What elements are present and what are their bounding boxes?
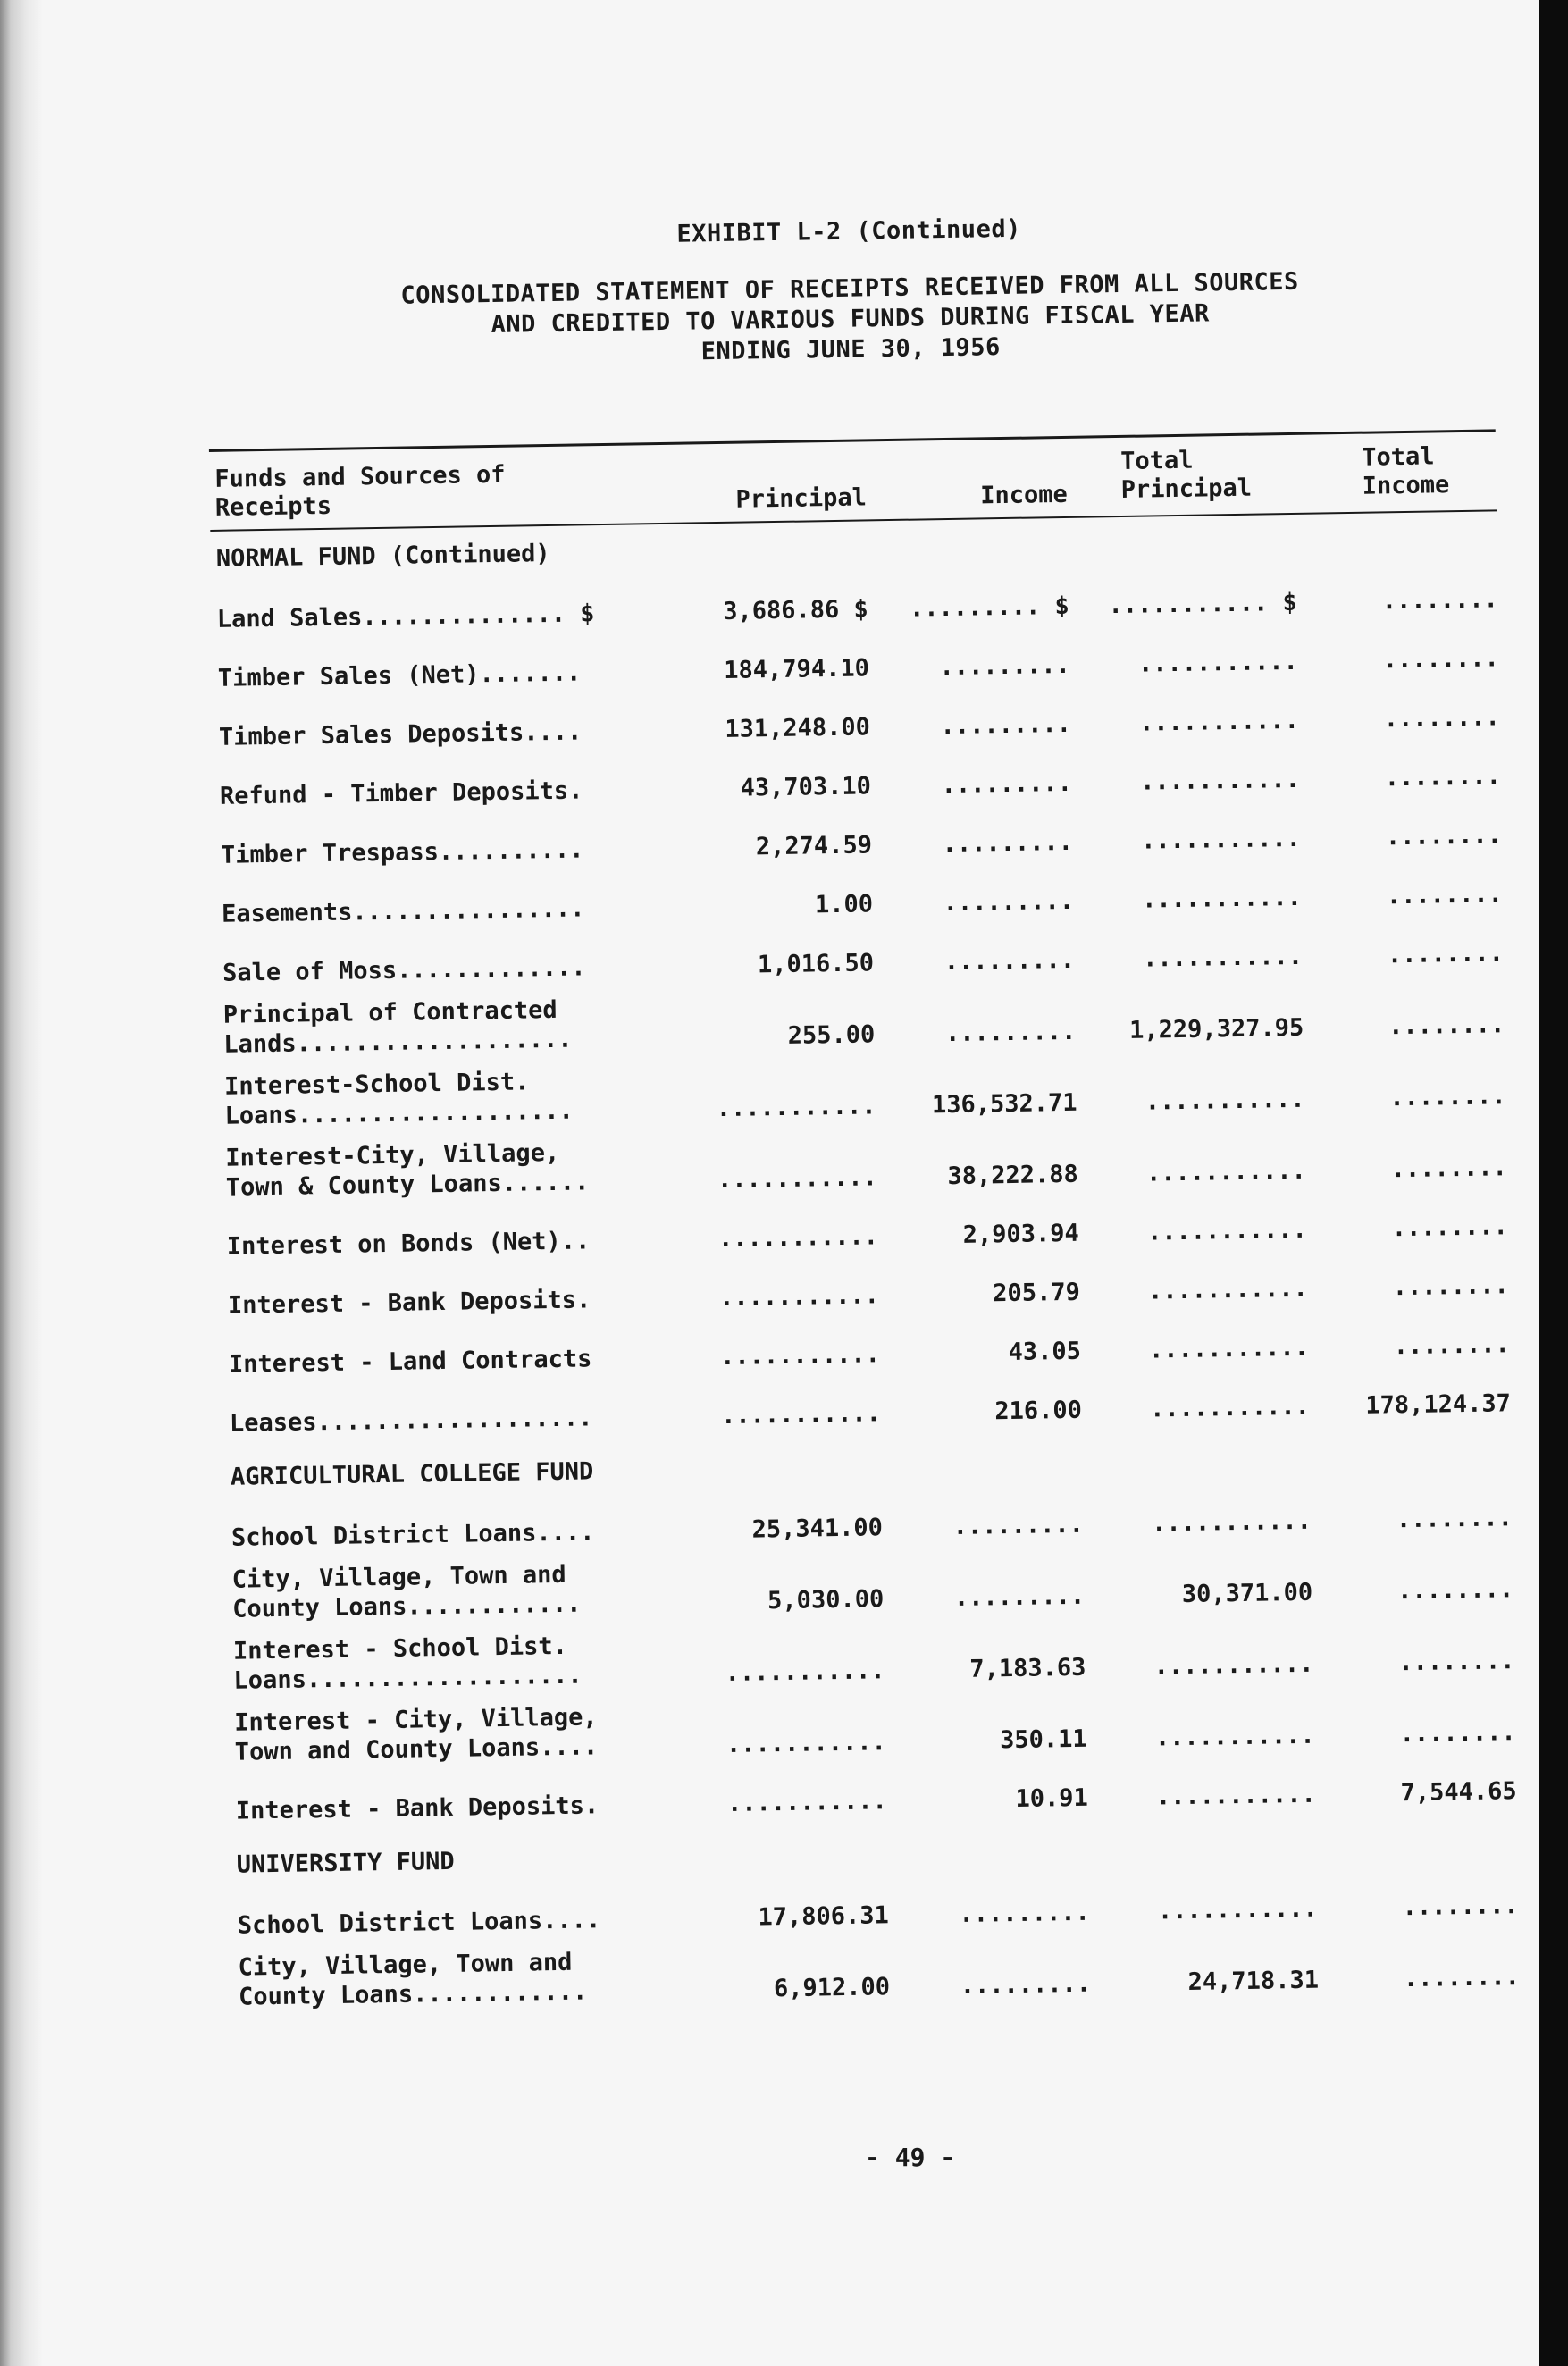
income-cell: ......... xyxy=(953,1582,1086,1613)
table-row xyxy=(218,977,1505,1060)
page-number: - 49 - xyxy=(865,2143,956,2172)
income-cell: ......... xyxy=(944,1017,1077,1048)
income-cell: 7,183.63 xyxy=(969,1653,1086,1683)
page-binding-edge xyxy=(0,0,43,2366)
principal-cell: 255.00 xyxy=(787,1020,876,1050)
total-principal-cell: ........... xyxy=(1157,1894,1318,1926)
principal-cell: 6,912.00 xyxy=(773,1973,891,2003)
total-principal-cell: ........... xyxy=(1145,1085,1305,1116)
column-header-principal: Principal xyxy=(735,483,868,514)
total-income-cell: ........ xyxy=(1389,1082,1506,1112)
principal-cell: ........... xyxy=(720,1399,882,1431)
total-principal-cell: ........... xyxy=(1139,765,1301,796)
section-title: AGRICULTURAL COLLEGE FUND xyxy=(230,1457,594,1491)
row-label: Interest - School Dist. Loans................... xyxy=(232,1632,583,1695)
total-income-cell: ........ xyxy=(1387,939,1505,969)
total-principal-cell: 1,229,327.95 xyxy=(1128,1013,1304,1045)
column-header-income: Income xyxy=(980,480,1069,510)
total-income-cell: ........ xyxy=(1382,644,1499,675)
table-row xyxy=(226,1541,1513,1624)
total-principal-cell: ........... xyxy=(1147,1274,1309,1305)
principal-cell: 184,794.10 xyxy=(724,654,870,684)
row-label: Easements................ xyxy=(221,894,585,928)
income-cell: ......... xyxy=(943,945,1076,977)
total-principal-cell: ........... xyxy=(1138,706,1300,737)
principal-cell: 3,686.86 $ xyxy=(723,595,869,625)
row-label: Interest-School Dist. Loans................... xyxy=(223,1068,574,1130)
income-cell: 350.11 xyxy=(999,1724,1087,1755)
total-income-cell: ........ xyxy=(1383,703,1501,734)
principal-cell: ........... xyxy=(716,1092,876,1123)
income-cell: ......... xyxy=(940,709,1072,741)
total-income-cell: ........ xyxy=(1385,821,1503,852)
total-principal-cell: ........... xyxy=(1151,1506,1312,1538)
total-income-cell: ........ xyxy=(1396,1575,1514,1606)
column-header-total-income-line1: Total xyxy=(1361,442,1435,472)
row-label: Principal of Contracted Lands................... xyxy=(222,995,573,1059)
total-principal-cell: ........... xyxy=(1145,1156,1306,1187)
row-label: Leases................... xyxy=(229,1404,593,1438)
total-principal-cell: ........... xyxy=(1153,1649,1314,1681)
row-label: School District Loans.... xyxy=(231,1518,595,1552)
row-label: School District Loans.... xyxy=(237,1906,601,1940)
principal-cell: ........... xyxy=(718,1281,880,1313)
principal-cell: 43,703.10 xyxy=(740,772,872,802)
total-income-cell: ........ xyxy=(1384,762,1502,793)
total-income-cell: ........ xyxy=(1399,1718,1516,1749)
principal-cell: ........... xyxy=(725,1657,885,1688)
row-label: Sale of Moss............. xyxy=(222,953,586,987)
column-header-total-income-line2: Income xyxy=(1362,471,1450,500)
principal-cell: 5,030.00 xyxy=(767,1585,885,1615)
income-cell: ......... xyxy=(941,768,1073,800)
total-income-cell: ........ xyxy=(1403,1963,1521,1993)
income-cell: 136,532.71 xyxy=(931,1088,1077,1120)
total-income-cell: ........ xyxy=(1381,585,1498,616)
exhibit-title: EXHIBIT L-2 (Continued) xyxy=(676,214,1022,248)
principal-cell: 1,016.50 xyxy=(757,949,875,979)
principal-cell: ........... xyxy=(725,1728,886,1759)
row-label: Interest - Land Contracts xyxy=(228,1345,592,1379)
income-cell: ......... xyxy=(952,1510,1085,1541)
header-top-rule xyxy=(209,429,1496,452)
total-principal-cell: ........... xyxy=(1146,1215,1308,1246)
total-principal-cell: ........... $ xyxy=(1108,588,1297,620)
table-row xyxy=(219,1048,1506,1131)
total-income-cell: ........ xyxy=(1393,1330,1511,1361)
income-cell: ......... $ xyxy=(909,592,1070,623)
table-row xyxy=(232,1929,1520,2012)
row-label: Timber Sales Deposits.... xyxy=(218,717,583,751)
income-cell: 43.05 xyxy=(1008,1337,1082,1367)
principal-cell: 25,341.00 xyxy=(751,1514,884,1544)
statement-content xyxy=(205,207,1521,2011)
total-principal-cell: ........... xyxy=(1149,1392,1311,1423)
principal-cell: ........... xyxy=(717,1163,878,1195)
column-header-total-principal xyxy=(1120,446,1252,505)
income-cell: ......... xyxy=(939,650,1071,682)
row-label: Interest on Bonds (Net).. xyxy=(226,1227,591,1261)
total-income-cell: 178,124.37 xyxy=(1365,1389,1512,1420)
principal-cell: 2,274.59 xyxy=(755,831,873,861)
total-income-cell: ........ xyxy=(1388,1011,1505,1041)
statement-title-line3: ENDING JUNE 30, 1956 xyxy=(700,333,1001,366)
total-income-cell: ........ xyxy=(1391,1212,1508,1243)
principal-cell: ........... xyxy=(726,1787,887,1818)
principal-cell: ........... xyxy=(719,1340,881,1372)
principal-cell: 17,806.31 xyxy=(758,1901,890,1932)
total-income-cell: ........ xyxy=(1386,880,1504,910)
row-label: Land Sales.............. $ xyxy=(216,600,595,633)
total-income-cell: ........ xyxy=(1390,1154,1507,1184)
column-header-funds-line1: Funds and Sources of xyxy=(214,460,506,493)
total-income-cell: 7,544.65 xyxy=(1400,1777,1517,1808)
total-principal-cell: 30,371.00 xyxy=(1181,1578,1313,1609)
total-income-cell: ........ xyxy=(1398,1647,1515,1677)
income-cell: ......... xyxy=(942,827,1074,859)
total-principal-cell: ........... xyxy=(1155,1780,1316,1811)
column-header-funds xyxy=(214,461,506,523)
income-cell: 2,903.94 xyxy=(962,1219,1080,1249)
page-scan-border xyxy=(1539,0,1568,2366)
principal-cell: ........... xyxy=(717,1222,879,1254)
row-label: Timber Trespass.......... xyxy=(220,835,584,869)
total-principal-cell: ........... xyxy=(1154,1721,1315,1752)
row-label: Interest-City, Village, Town & County Loans...... xyxy=(225,1138,590,1202)
total-income-cell: ........ xyxy=(1396,1504,1513,1534)
principal-cell: 131,248.00 xyxy=(725,713,871,743)
row-label: Interest - Bank Deposits. xyxy=(227,1286,591,1320)
row-label: Timber Sales (Net)....... xyxy=(217,659,582,692)
income-cell: 38,222.88 xyxy=(947,1160,1079,1191)
income-cell: 216.00 xyxy=(994,1396,1083,1426)
income-cell: 205.79 xyxy=(993,1278,1081,1308)
principal-cell: 1.00 xyxy=(814,890,874,919)
income-cell: ......... xyxy=(943,886,1075,918)
column-header-total-principal-line2: Principal xyxy=(1120,474,1253,504)
total-principal-cell: ........... xyxy=(1137,647,1299,678)
column-header-total-principal-line1: Total xyxy=(1119,446,1194,475)
section-title: UNIVERSITY FUND xyxy=(236,1847,455,1879)
total-principal-cell: 24,718.31 xyxy=(1187,1966,1320,1996)
income-cell: ......... xyxy=(960,1969,1092,2000)
total-principal-cell: ........... xyxy=(1148,1333,1310,1364)
statement-title-line1: CONSOLIDATED STATEMENT OF RECEIPTS RECEIVED FROM ALL SOURCES xyxy=(400,267,1299,310)
total-principal-cell: ........... xyxy=(1142,942,1304,973)
statement-title-line2: AND CREDITED TO VARIOUS FUNDS DURING FISCAL YEAR xyxy=(491,299,1211,339)
total-income-cell: ........ xyxy=(1392,1271,1510,1302)
column-header-total-income xyxy=(1362,442,1450,501)
column-header-funds-line2: Receipts xyxy=(214,491,332,522)
table-row xyxy=(228,1613,1515,1696)
total-principal-cell: ........... xyxy=(1141,883,1303,914)
row-label: Interest - City, Village, Town and County Loans.... xyxy=(234,1703,599,1766)
total-income-cell: ........ xyxy=(1402,1892,1519,1922)
income-cell: 10.91 xyxy=(1015,1783,1088,1813)
income-cell: ......... xyxy=(959,1898,1090,1928)
row-label: City, Village, Town and County Loans............ xyxy=(238,1948,588,2011)
row-label: Refund - Timber Deposits. xyxy=(219,776,583,810)
total-principal-cell: ........... xyxy=(1140,824,1302,855)
row-label: Interest - Bank Deposits. xyxy=(235,1791,600,1825)
row-label: City, Village, Town and County Loans............ xyxy=(231,1560,582,1623)
section-title: NORMAL FUND (Continued) xyxy=(215,539,550,573)
